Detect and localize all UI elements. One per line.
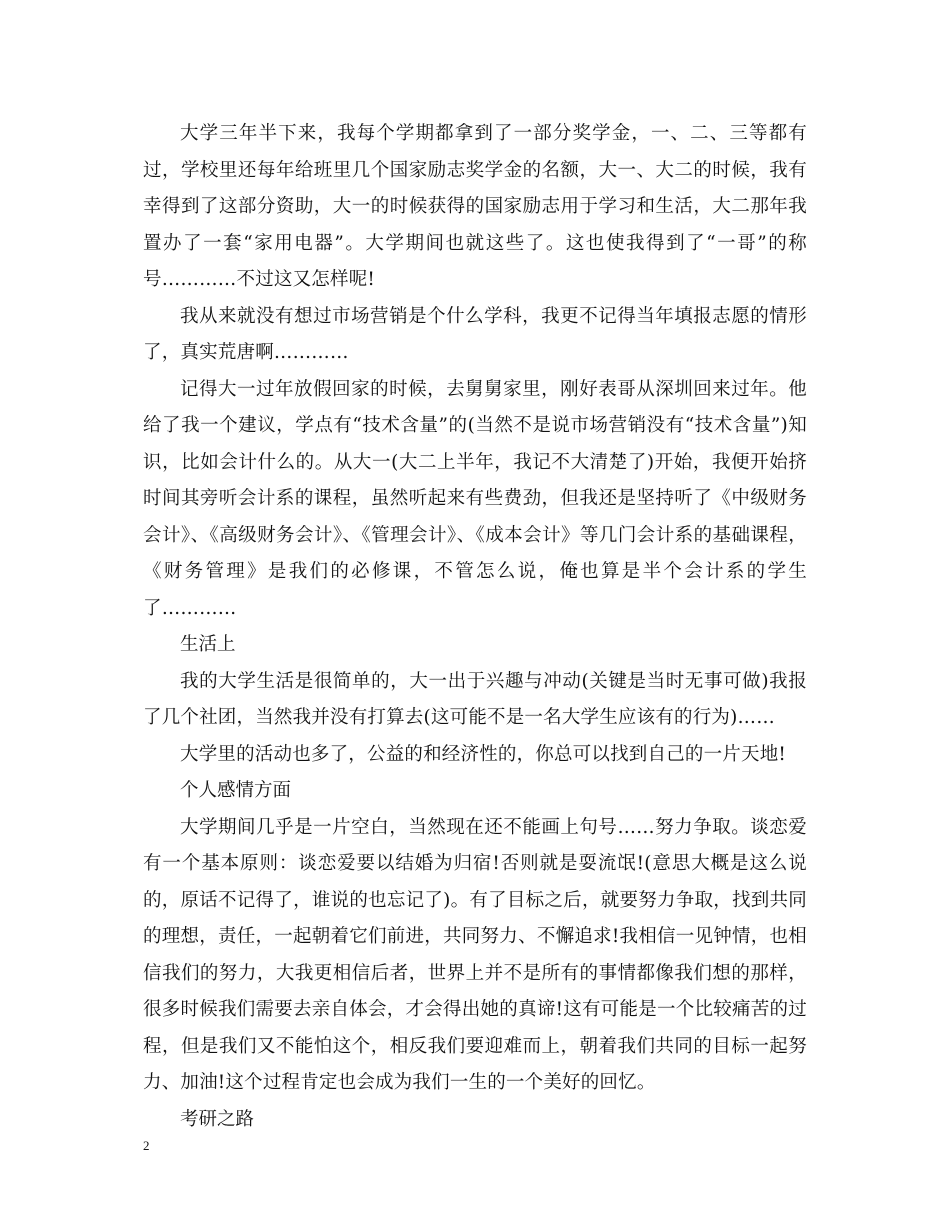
section-heading-postgrad: 考研之路	[180, 1108, 255, 1130]
paragraph-scholarship: 大学三年半下来，我每个学期都拿到了一部分奖学金，一、二、三等都有过，学校里还每年给班里几个国家励志奖学金的名额，大一、大二的时候，我有幸得到了这部分资助，大一的时候获得的国家励志用于学习和生活，大二那年我置办了一套“家用电器”。大学期间也就这些了。这也使我得到了“一哥”的称号…………不过这又怎样呢!	[143, 123, 807, 290]
paragraph-clubs: 我的大学生活是很简单的，大一出于兴趣与冲动(关键是当时无事可做)我报了几个社团，当然我并没有打算去(这可能不是一名大学生应该有的行为)……	[143, 670, 807, 728]
paragraph-activities: 大学里的活动也多了，公益的和经济性的，你总可以找到自己的一片天地!	[180, 743, 787, 765]
paragraph-major: 我从来就没有想过市场营销是个什么学科，我更不记得当年填报志愿的情形了，真实荒唐啊…………	[143, 305, 807, 363]
paragraph-accounting: 记得大一过年放假回家的时候，去舅舅家里，刚好表哥从深圳回来过年。他给了我一个建议，学点有“技术含量”的(当然不是说市场营销没有“技术含量”)知识，比如会计什么的。从大一(大二上半年，我记不大清楚了)开始，我便开始挤时间其旁听会计系的课程，虽然听起来有些费劲，但我还是坚持听了《中级财务会计》、《高级财务会计》、《管理会计》、《成本会计》等几门会计系的基础课程，《财务管理》是我们的必修课，不管怎么说，俺也算是半个会计系的学生了…………	[143, 378, 807, 619]
section-heading-relationships: 个人感情方面	[180, 780, 292, 801]
body-text	[143, 116, 807, 1138]
section-heading-life: 生活上	[180, 634, 236, 655]
paragraph-relationships: 大学期间几乎是一片空白，当然现在还不能画上句号……努力争取。谈恋爱有一个基本原则：谈恋爱要以结婚为归宿!否则就是耍流氓!(意思大概是这么说的，原话不记得了，谁说的也忘记了)。有了目标之后，就要努力争取，找到共同的理想，责任，一起朝着它们前进，共同努力、不懈追求!我相信一见钟情，也相信我们的努力，大我更相信后者，世界上并不是所有的事情都像我们想的那样，很多时候我们需要去亲自体会，才会得出她的真谛!这有可能是一个比较痛苦的过程，但是我们又不能怕这个，相反我们要迎难而上，朝着我们共同的目标一起努力、加油!这个过程肯定也会成为我们一生的一个美好的回忆。	[143, 816, 807, 1093]
page-number: 2	[143, 1138, 150, 1153]
